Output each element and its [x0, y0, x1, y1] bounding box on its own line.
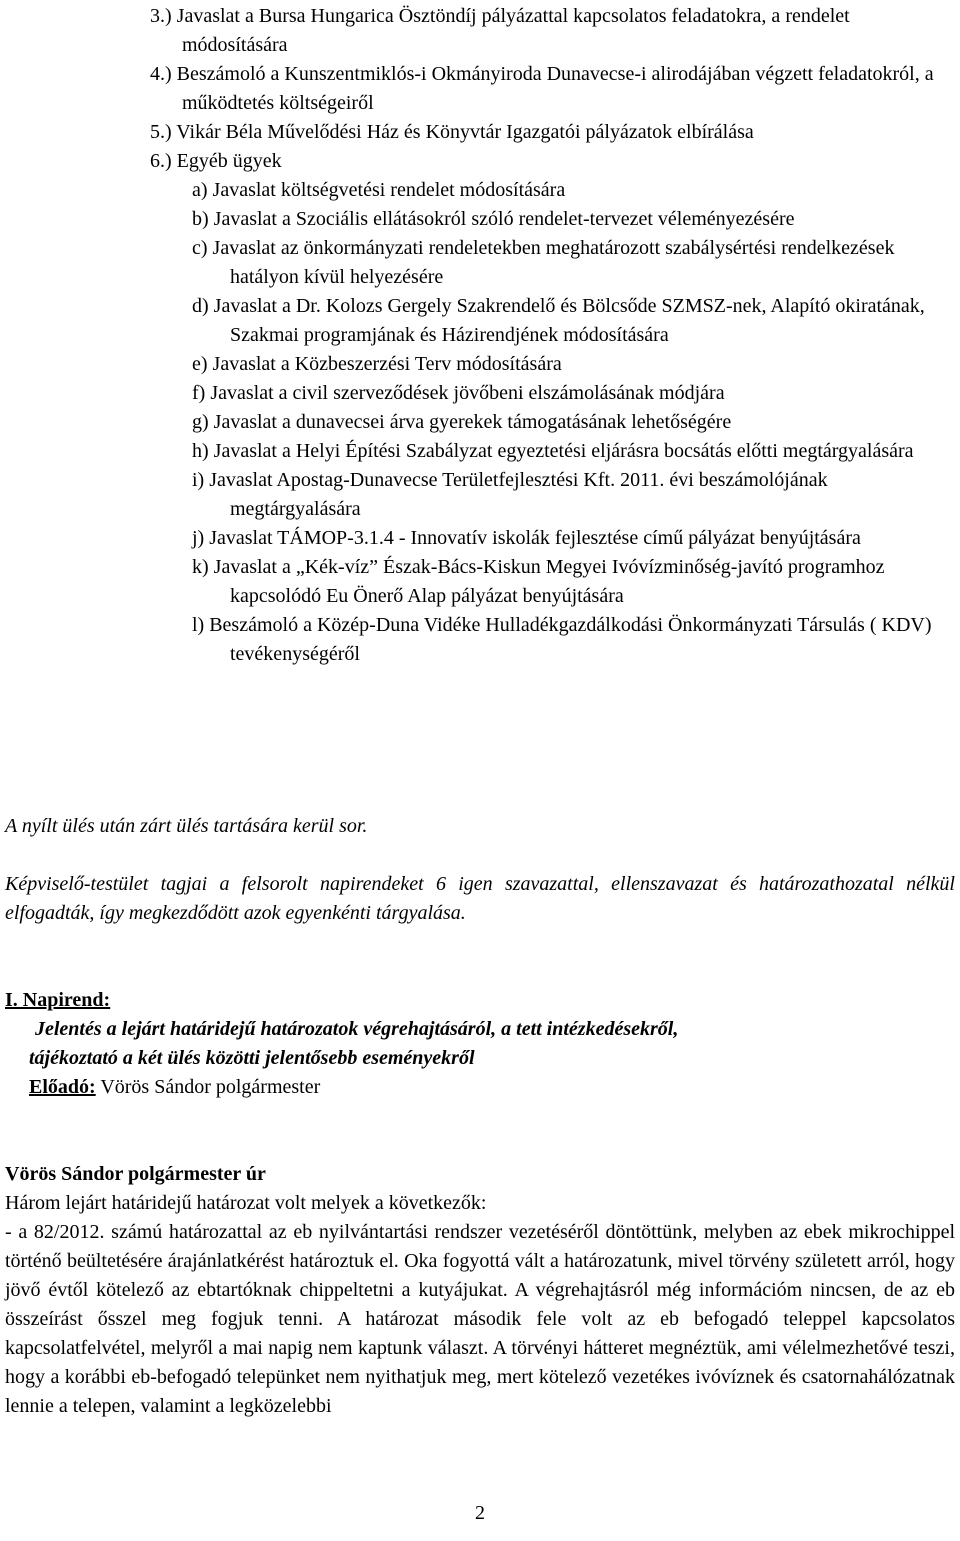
- presenter-line: [5, 1073, 955, 1102]
- page-number: 2: [475, 1502, 485, 1524]
- presenter-name: Vörös Sándor polgármester: [95, 1076, 321, 1098]
- sub-item-text: Beszámoló a Közép-Duna Vidéke Hulladékgazdálkodási Önkormányzati Társulás ( KDV) tevékenységéről: [209, 614, 932, 665]
- speaker-name: Vörös Sándor polgármester úr: [5, 1163, 266, 1185]
- sub-item-letter: k): [192, 556, 209, 578]
- vote-note: Képviselő-testület tagjai a felsorolt napirendeket 6 igen szavazattal, ellenszavazat és határozathozatal nélkül elfogadták, így megkezdődött azok egyenkénti tárgyalása.: [5, 873, 955, 924]
- sub-item-letter: g): [192, 411, 209, 433]
- sub-item-d: [192, 292, 955, 350]
- sub-item-text: Javaslat a Dr. Kolozs Gergely Szakrendelő és Bölcsőde SZMSZ-nek, Alapító okiratának, Szakmai programjának és Házirendjének módosítására: [213, 295, 925, 346]
- sub-item-letter: e): [192, 353, 208, 375]
- agenda-point-title-line1: Jelentés a lejárt határidejű határozatok végrehajtásáról, a tett intézkedésekről,: [35, 1018, 679, 1040]
- agenda-list: [150, 2, 955, 669]
- presenter-label: Előadó:: [29, 1076, 96, 1098]
- sub-item-text: Javaslat a Helyi Építési Szabályzat egyeztetési eljárásra bocsátás előtti megtárgyalására: [213, 440, 914, 462]
- closed-session-note: A nyílt ülés után zárt ülés tartására kerül sor.: [5, 815, 368, 837]
- sub-item-a: [192, 176, 955, 205]
- agenda-item-5: 5.) Vikár Béla Művelődési Ház és Könyvtár Igazgatói pályázatok elbírálása: [150, 121, 754, 143]
- sub-item-text: Javaslat a „Kék-víz” Észak-Bács-Kiskun Megyei Ivóvízminőség-javító programhoz kapcsolódó Eu Önerő Alap pályázat benyújtására: [213, 556, 885, 607]
- agenda-item-4: 4.) Beszámoló a Kunszentmiklós-i Okmányiroda Dunavecse-i alirodájában végzett feladatokról, a működtetés költségeiről: [150, 63, 934, 114]
- sub-item-b: [192, 205, 955, 234]
- sub-item-text: Javaslat Apostag-Dunavecse Területfejlesztési Kft. 2011. évi beszámolójának megtárgyalására: [209, 469, 828, 520]
- speech-intro: Három lejárt határidejű határozat volt melyek a következők:: [5, 1192, 487, 1214]
- agenda-sub-list: [192, 176, 955, 669]
- sub-item-k: [192, 553, 955, 611]
- sub-item-l: [192, 611, 955, 669]
- sub-item-text: Javaslat TÁMOP-3.1.4 - Innovatív iskolák fejlesztése című pályázat benyújtására: [209, 527, 861, 549]
- sub-item-text: Javaslat a civil szerveződések jövőbeni elszámolásának módjára: [210, 382, 725, 404]
- sub-item-letter: h): [192, 440, 209, 462]
- sub-item-text: Javaslat a dunavecsei árva gyerekek támogatásának lehetőségére: [213, 411, 732, 433]
- agenda-item-6: 6.) Egyéb ügyek: [150, 150, 282, 172]
- sub-item-c: [192, 234, 955, 292]
- sub-item-letter: a): [192, 179, 208, 201]
- sub-item-g: [192, 408, 955, 437]
- sub-item-letter: c): [192, 237, 208, 259]
- agenda-point-section: [5, 986, 955, 1102]
- sub-item-letter: b): [192, 208, 209, 230]
- sub-item-text: Javaslat a Szociális ellátásokról szóló rendelet-tervezet véleményezésére: [213, 208, 795, 230]
- speech-body: - a 82/2012. számú határozattal az eb nyilvántartási rendszer vezetéséről döntöttünk, melyben az ebek mikrochippel történő beültetésére árajánlatkérést határoztuk el. Oka fogyottá vált a határozatunk, mivel törvény született arról, hogy jövő évtől kötelező az ebtartóknak chippeltetni a kutyájukat. A végrehajtásról még információm nincsen, de az eb összeírást ősszel meg fogjuk tenni. A határozat második fele volt az eb befogadó teleppel kapcsolatos kapcsolatfelvétel, melyről a mai napig nem kaptunk választ. A törvényi hátteret megnéztük, ami vélelmezhetővé teszi, hogy a korábbi eb-befogadó telepünket nem nyithatjuk meg, mert kötelező vezetékes ivóvíznek és csatornahálózatnak lennie a telepen, valamint a legközelebbi: [5, 1221, 955, 1417]
- sub-item-h: [192, 437, 955, 466]
- agenda-point-title-line2: tájékoztató a két ülés közötti jelentősebb eseményekről: [29, 1047, 475, 1069]
- sub-item-letter: f): [192, 382, 206, 404]
- sub-item-text: Javaslat költségvetési rendelet módosítására: [212, 179, 566, 201]
- sub-item-letter: j): [192, 527, 205, 549]
- sub-item-f: [192, 379, 955, 408]
- sub-item-letter: d): [192, 295, 209, 317]
- sub-item-e: [192, 350, 955, 379]
- sub-item-letter: i): [192, 469, 205, 491]
- speech-section: [5, 1160, 955, 1421]
- agenda-point-label: I. Napirend:: [5, 989, 111, 1011]
- sub-item-i: [192, 466, 955, 524]
- agenda-item-3: 3.) Javaslat a Bursa Hungarica Ösztöndíj pályázattal kapcsolatos feladatokra, a rendelet módosítására: [150, 5, 850, 56]
- sub-item-text: Javaslat az önkormányzati rendeletekben meghatározott szabálysértési rendelkezések hatályon kívül helyezésére: [212, 237, 895, 288]
- sub-item-letter: l): [192, 614, 205, 636]
- sub-item-text: Javaslat a Közbeszerzési Terv módosítására: [212, 353, 562, 375]
- sub-item-j: [192, 524, 955, 553]
